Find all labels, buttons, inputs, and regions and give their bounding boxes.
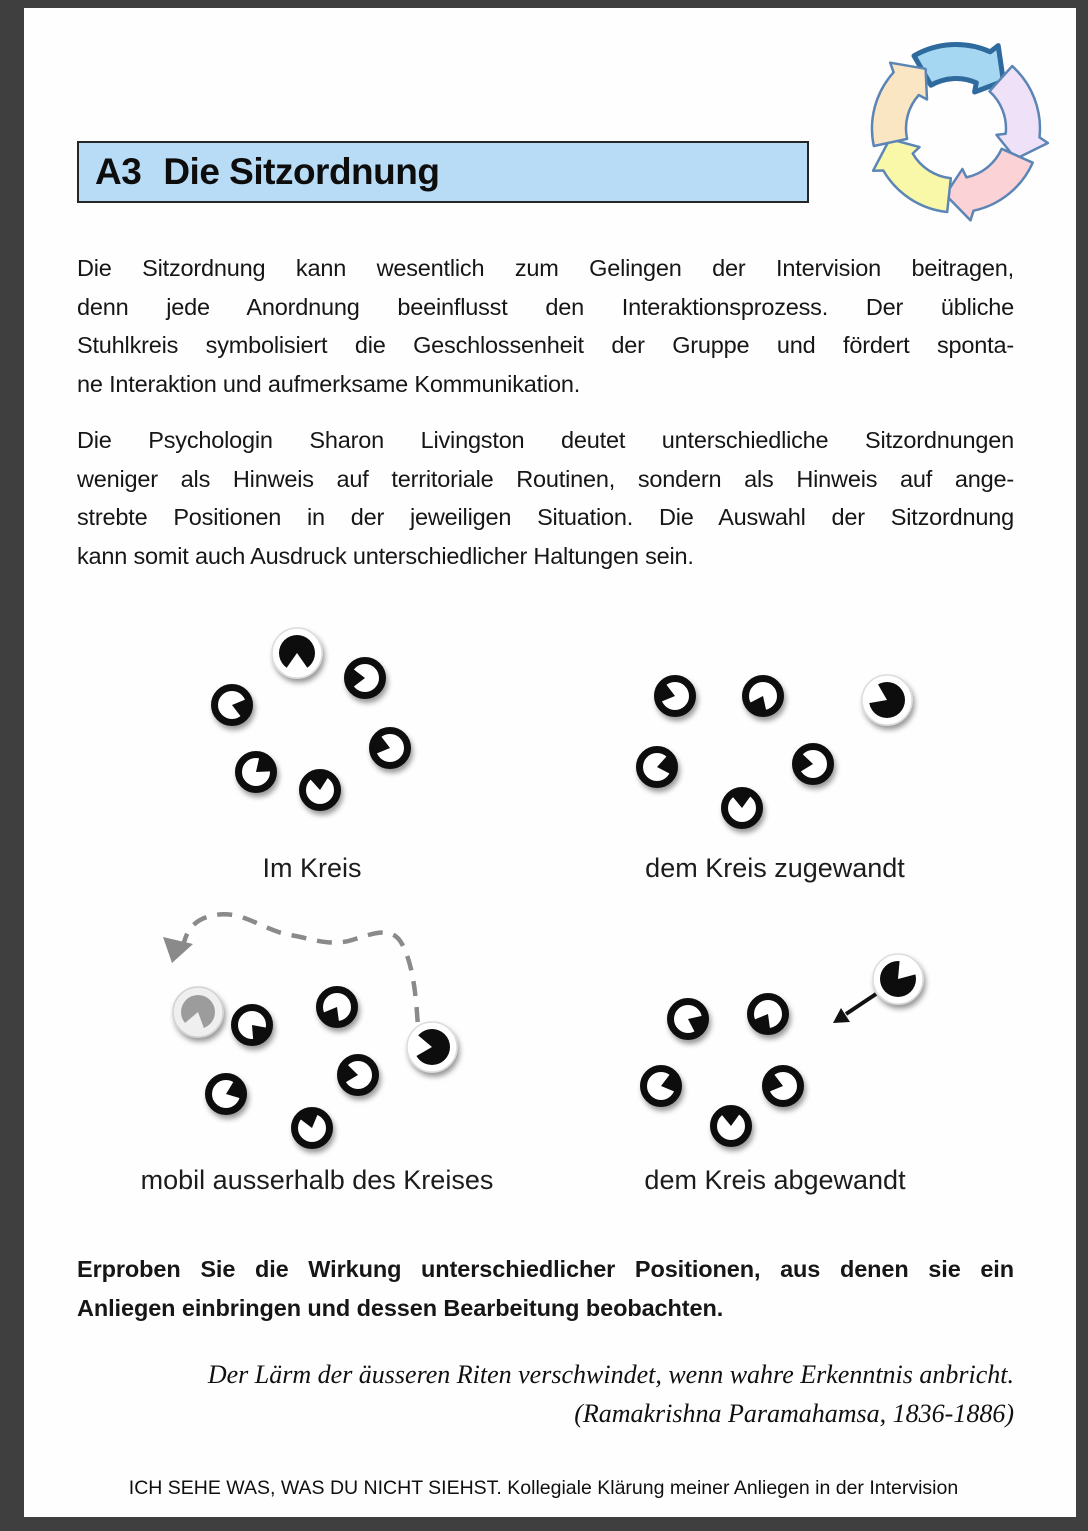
text-line: Erproben Sie die Wirkung unterschiedlicher Positionen, aus denen sie ein <box>77 1256 1014 1282</box>
cycle-arrow-segment <box>946 149 1033 221</box>
text-line: Die Sitzordnung kann wesentlich zum Gelingen der Intervision beitragen, <box>77 255 1014 281</box>
quote-text: Der Lärm der äusseren Riten verschwindet, wenn wahre Erkenntnis anbricht. <box>207 1360 1014 1389</box>
section-number: A3 <box>95 151 142 192</box>
text-line: Die Psychologin Sharon Livingston deutet unterschiedliche Sitzordnungen <box>77 427 1014 453</box>
text-line: Anliegen einbringen und dessen Bearbeitung beobachten. <box>77 1295 724 1321</box>
intro-paragraph <box>77 249 1014 403</box>
caption-dem-kreis-abgewandt: dem Kreis abgewandt <box>644 1165 906 1195</box>
caption-dem-kreis-zugewandt: dem Kreis zugewandt <box>645 853 905 883</box>
cycle-arrow-segment <box>872 63 927 146</box>
livingston-paragraph <box>77 421 1014 575</box>
caption-im-kreis: Im Kreis <box>262 853 362 883</box>
quote-attribution: (Ramakrishna Paramahamsa, 1836-1886) <box>574 1399 1014 1428</box>
caption-mobil-ausserhalb: mobil ausserhalb des Kreises <box>140 1165 494 1195</box>
instruction-paragraph <box>77 1250 1014 1328</box>
quote-block <box>50 1355 1014 1433</box>
page-title: Die Sitzordnung <box>163 151 440 192</box>
text-line: ne Interaktion und aufmerksame Kommunikation. <box>77 370 581 397</box>
cycle-arrow-segment <box>990 66 1048 159</box>
text-line: kann somit auch Ausdruck unterschiedlicher Haltungen sein. <box>77 542 694 569</box>
cycle-arrow-segment <box>873 139 951 212</box>
footer-text: ICH SEHE WAS, WAS DU NICHT SIEHST. Kollegiale Klärung meiner Anliegen in der Intervision <box>128 1477 959 1499</box>
section-title-bar <box>77 141 809 203</box>
text-line: strebte Positionen in der jeweiligen Situation. Die Auswahl der Sitzordnung <box>77 504 1014 530</box>
text-line: denn jede Anordnung beeinflusst den Interaktionsprozess. Der übliche <box>77 293 1014 320</box>
text-line: weniger als Hinweis auf territoriale Routinen, sondern als Hinweis auf ange- <box>77 465 1014 492</box>
cycle-arrows-logo-icon <box>856 26 1056 231</box>
text-line: Stuhlkreis symbolisiert die Geschlossenheit der Gruppe und fördert sponta- <box>77 332 1014 358</box>
